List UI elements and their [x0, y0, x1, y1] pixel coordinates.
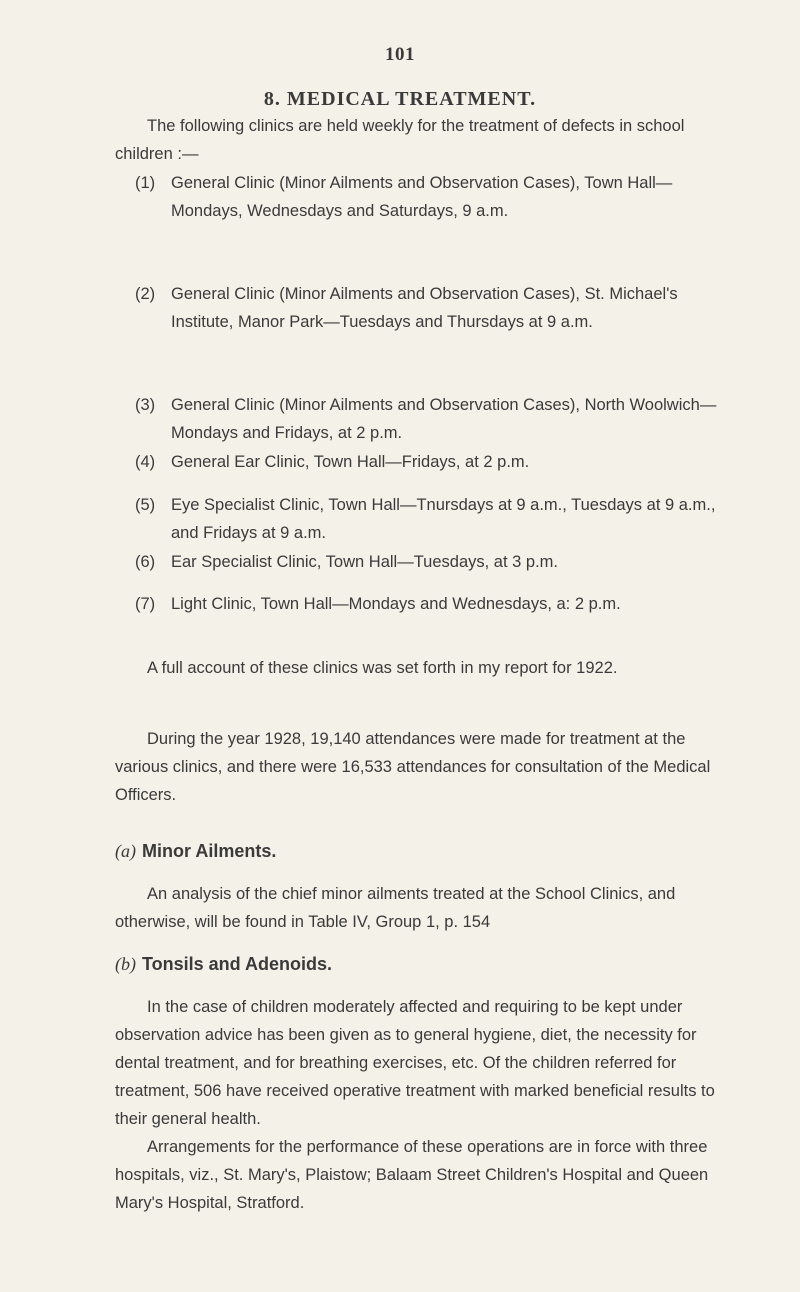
- clinic-item: [135, 169, 725, 225]
- clinic-item: [135, 590, 725, 618]
- clinic-text: General Clinic (Minor Ailments and Observation Cases), St. Michael's Institute, Manor Park—Tuesdays and Thursdays at 9 a.m.: [171, 285, 678, 331]
- clinic-text: Eye Specialist Clinic, Town Hall—Tnursdays at 9 a.m., Tuesdays at 9 a.m., and Fridays at 9 a.m.: [171, 496, 716, 542]
- page-number: 101: [385, 44, 415, 65]
- subheading-letter: (a): [115, 841, 136, 861]
- report-paragraph: A full account of these clinics was set forth in my report for 1922.: [147, 659, 618, 677]
- clinic-text: General Clinic (Minor Ailments and Observation Cases), Town Hall—Mondays, Wednesdays and Saturdays, 9 a.m.: [171, 174, 673, 220]
- attendances-paragraph: During the year 1928, 19,140 attendances were made for treatment at the various clinics, and there were 16,533 attendances for consultation of the Medical Officers.: [115, 730, 711, 804]
- arrangements-paragraph: Arrangements for the performance of these operations are in force with three hospitals, viz., St. Mary's, Plaistow; Balaam Street Children's Hospital and Queen Mary's Hospital, Stratford.: [115, 1138, 709, 1212]
- clinic-number: (1): [135, 174, 156, 192]
- subheading-title: Tonsils and Adenoids.: [142, 954, 333, 974]
- clinic-number: (2): [135, 285, 156, 303]
- clinic-text: General Ear Clinic, Town Hall—Fridays, at 2 p.m.: [171, 453, 530, 471]
- clinic-text: Light Clinic, Town Hall—Mondays and Wednesdays, a: 2 p.m.: [171, 595, 621, 613]
- clinic-item: [135, 448, 725, 476]
- clinic-item: [135, 280, 725, 336]
- clinic-number: (4): [135, 453, 156, 471]
- subheading-title: Minor Ailments.: [142, 841, 277, 861]
- subheading-minor-ailments: [115, 837, 715, 865]
- clinic-number: (5): [135, 496, 156, 514]
- section-heading: 8. MEDICAL TREATMENT.: [263, 88, 537, 110]
- clinic-item: [135, 548, 725, 576]
- subheading-letter: (b): [115, 954, 136, 974]
- clinic-number: (3): [135, 396, 156, 414]
- minor-ailments-paragraph: An analysis of the chief minor ailments treated at the School Clinics, and otherwise, will be found in Table IV, Group 1, p. 154: [115, 885, 676, 931]
- tonsils-paragraph: In the case of children moderately affected and requiring to be kept under observation advice has been given as to general hygiene, diet, the necessity for dental treatment, and for breathing exercises, etc. Of the children referred for treatment, 506 have received operative treatment with marked beneficial results to their general health.: [115, 998, 715, 1128]
- intro-paragraph: The following clinics are held weekly for the treatment of defects in school children :—: [115, 117, 685, 163]
- clinic-text: General Clinic (Minor Ailments and Observation Cases), North Woolwich—Mondays and Fridays, at 2 p.m.: [171, 396, 717, 442]
- clinic-number: (7): [135, 595, 156, 613]
- clinic-item: [135, 391, 725, 447]
- clinic-item: [135, 491, 725, 547]
- clinic-number: (6): [135, 553, 156, 571]
- clinic-text: Ear Specialist Clinic, Town Hall—Tuesdays, at 3 p.m.: [171, 553, 558, 571]
- subheading-tonsils-adenoids: [115, 950, 715, 978]
